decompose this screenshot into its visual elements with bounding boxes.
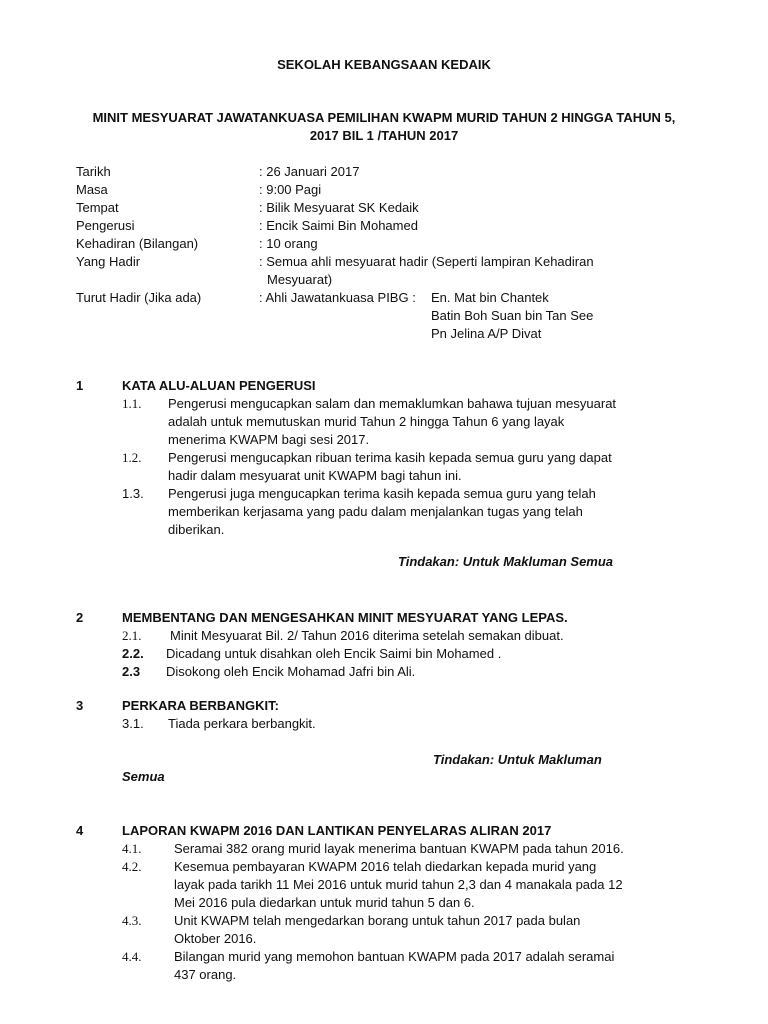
item-text: Mei 2016 pula diedarkan untuk murid tahun 5 dan 6. xyxy=(174,895,475,910)
school-name: SEKOLAH KEBANGSAAN KEDAIK xyxy=(277,57,491,72)
item-number: 1.3. xyxy=(122,486,144,501)
item-number: 1.1. xyxy=(122,396,142,411)
info-label-also-present: Turut Hadir (Jika ada) xyxy=(76,290,202,305)
action-note-cont: Semua xyxy=(122,769,165,784)
info-value-attendance: : 10 orang xyxy=(259,236,318,251)
info-value-time: : 9:00 Pagi xyxy=(259,182,322,197)
info-label-attendance: Kehadiran (Bilangan) xyxy=(76,236,199,251)
info-label-chair: Pengerusi xyxy=(76,218,135,233)
item-number: 1.2. xyxy=(122,450,142,465)
item-text: Tiada perkara berbangkit. xyxy=(168,716,316,731)
section-number: 3 xyxy=(76,698,84,713)
item-text: adalah untuk memutuskan murid Tahun 2 hingga Tahun 6 yang layak xyxy=(168,414,565,429)
section-heading: KATA ALU-ALUAN PENGERUSI xyxy=(122,378,316,393)
item-text: Pengerusi juga mengucapkan terima kasih kepada semua guru yang telah xyxy=(168,486,596,501)
item-number: 2.3 xyxy=(122,664,141,679)
item-text: memberikan kerjasama yang padu dalam menjalankan tugas yang telah xyxy=(168,504,583,519)
info-label-venue: Tempat xyxy=(76,200,119,215)
item-number: 4.3. xyxy=(122,913,142,928)
item-text: 437 orang. xyxy=(174,967,237,982)
item-text: hadir dalam mesyuarat unit KWAPM bagi tahun ini. xyxy=(168,468,462,483)
info-value-chair: : Encik Saimi Bin Mohamed xyxy=(259,218,418,233)
info-value-venue: : Bilik Mesyuarat SK Kedaik xyxy=(259,200,419,215)
info-value-present-cont: Mesyuarat) xyxy=(267,272,333,287)
attendee-name: Batin Boh Suan bin Tan See xyxy=(431,308,594,323)
item-text: Bilangan murid yang memohon bantuan KWAPM pada 2017 adalah seramai xyxy=(174,949,615,964)
item-text: Oktober 2016. xyxy=(174,931,257,946)
attendee-name: En. Mat bin Chantek xyxy=(431,290,549,305)
item-text: Kesemua pembayaran KWAPM 2016 telah diedarkan kepada murid yang xyxy=(174,859,597,874)
document-title: MINIT MESYUARAT JAWATANKUASA PEMILIHAN KWAPM MURID TAHUN 2 HINGGA TAHUN 5, xyxy=(92,110,676,125)
item-number: 4.2. xyxy=(122,859,142,874)
item-text: Minit Mesyuarat Bil. 2/ Tahun 2016 diterima setelah semakan dibuat. xyxy=(170,628,564,643)
info-label-date: Tarikh xyxy=(76,164,111,179)
section-number: 2 xyxy=(76,610,84,625)
info-value-date: : 26 Januari 2017 xyxy=(259,164,360,179)
action-note: Tindakan: Untuk Makluman xyxy=(433,752,602,767)
item-text: layak pada tarikh 11 Mei 2016 untuk murid tahun 2,3 dan 4 manakala pada 12 xyxy=(174,877,623,892)
item-number: 4.4. xyxy=(122,949,142,964)
item-text: Disokong oleh Encik Mohamad Jafri bin Ali. xyxy=(166,664,416,679)
item-number: 3.1. xyxy=(122,716,144,731)
item-text: Pengerusi mengucapkan salam dan memaklumkan bahawa tujuan mesyuarat xyxy=(168,396,617,411)
item-number: 2.1. xyxy=(122,628,142,643)
info-value-also-present: : Ahli Jawatankuasa PIBG : xyxy=(259,290,416,305)
section-number: 4 xyxy=(76,823,84,838)
section-heading: MEMBENTANG DAN MENGESAHKAN MINIT MESYUARAT YANG LEPAS. xyxy=(122,610,568,625)
item-number: 2.2. xyxy=(122,646,144,661)
info-label-time: Masa xyxy=(76,182,108,197)
section-heading: LAPORAN KWAPM 2016 DAN LANTIKAN PENYELARAS ALIRAN 2017 xyxy=(122,823,552,838)
section-number: 1 xyxy=(76,378,84,393)
item-text: menerima KWAPM bagi sesi 2017. xyxy=(168,432,370,447)
action-note: Tindakan: Untuk Makluman Semua xyxy=(398,554,614,569)
document-title-cont: 2017 BIL 1 /TAHUN 2017 xyxy=(309,128,459,143)
item-text: Dicadang untuk disahkan oleh Encik Saimi bin Mohamed . xyxy=(166,646,502,661)
attendee-name: Pn Jelina A/P Divat xyxy=(431,326,542,341)
item-number: 4.1. xyxy=(122,841,142,856)
item-text: Unit KWAPM telah mengedarkan borang untuk tahun 2017 pada bulan xyxy=(174,913,581,928)
info-label-present: Yang Hadir xyxy=(76,254,141,269)
item-text: diberikan. xyxy=(168,522,225,537)
info-value-present: : Semua ahli mesyuarat hadir (Seperti lampiran Kehadiran xyxy=(259,254,594,269)
item-text: Pengerusi mengucapkan ribuan terima kasih kepada semua guru yang dapat xyxy=(168,450,612,465)
section-heading: PERKARA BERBANGKIT: xyxy=(122,698,279,713)
item-text: Seramai 382 orang murid layak menerima bantuan KWAPM pada tahun 2016. xyxy=(174,841,624,856)
